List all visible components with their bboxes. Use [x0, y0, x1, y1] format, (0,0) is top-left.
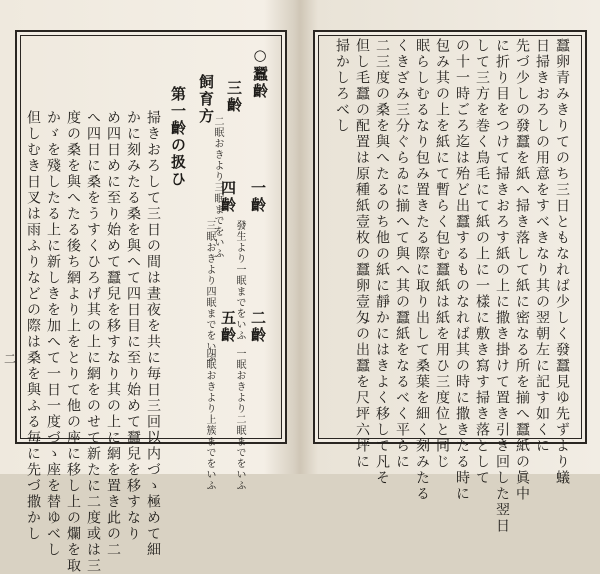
body-line: 二三度の桑を與へたるのち他の紙に靜かにはきよく移して凡そ [374, 38, 390, 486]
body-line: へ四日に桑をうすくひろげ其の上に網をのせて新たに二度或は三 [85, 110, 101, 574]
body-line: 日掃きおろしの用意をすべきなり其の翌朝左に記す如くに [534, 38, 550, 454]
right-page [303, 0, 600, 534]
section-heading: ○蠶齡 [251, 46, 269, 100]
age-note: 二眠おきより三眠までをいふ [212, 116, 223, 259]
body-line: 但し毛蠶の配置は原種紙壹枚の蠶卵壹匁の出蠶を尺坪六坪に [354, 38, 370, 470]
body-line: 度の桑を與へたる後ち網より上をとりて他の座に移し上の爛を取 [65, 110, 81, 574]
age-name: 三齡 [225, 80, 243, 114]
body-line: の十一時ごろ迄は殆ど出蠶するものなれば其の時に撒きたる時に [454, 38, 470, 502]
body-line: 掃きおろして三日の間は晝夜を共に毎日三回以内づゝ極めて細 [145, 110, 161, 558]
age-name: 一齡 [249, 180, 267, 214]
age-note: 三眠おきより四眠までをいふ [204, 220, 215, 363]
age-note: 四眠おきより上簇までをいふ [204, 348, 215, 491]
body-line: め四日めに至り始めて蠶兒を移すなり其の上に網を置き此の二 [105, 110, 121, 558]
body-line: に折り目をつけて掃きおろす紙の上に撒き掛けて置き引き回した翌日 [494, 38, 510, 534]
body-line: して三方を巻く鳥毛にて紙の上に一樣に敷き寫す掃き落として [474, 38, 490, 486]
left-page [0, 0, 297, 574]
body-line: 先づ少しの發蠶を紙へ掃き落して紙に密なる所を揃へ蠶紙の眞中 [514, 38, 530, 502]
body-line: 蠶卵青みきりてのち三日ともなれば少しく發蠶見ゆ先ずより蟻 [554, 38, 570, 486]
age-note: 發生より一眠までをいふ [234, 220, 245, 341]
body-line: 眠らしむるなり包み置きたる際に取り出して桑葉を細く刻みたる [414, 38, 430, 502]
page-number: 二 [4, 352, 17, 366]
body-line: 但しむき日叉は雨ふりなどの際は桑を與ふる毎に先づ撒かし [25, 110, 41, 542]
chapter-heading: 第一齡の扱ひ [169, 86, 187, 188]
body-line: くきざみ三分ぐらゐに揃へて與へ其の蠶紙をなるべく平らに [394, 38, 410, 470]
body-line: 包み其の上を紙にて暫らく包む蠶紙は紙を用ひ三度位と同じ [434, 38, 450, 470]
age-name: 二齡 [249, 310, 267, 344]
body-line: かに刻みたる桑を與へて四日目に至り始めて蠶兒を移すなり [125, 110, 141, 542]
sub-heading: 飼育方 [197, 74, 215, 125]
age-name: 四齡 [219, 180, 237, 214]
age-note: 一眠おきより二眠までをいふ [234, 348, 245, 491]
age-name: 五齡 [219, 310, 237, 344]
body-line: 掃かしろべし [334, 38, 350, 134]
body-line: かゞを殘したる上に新しきを加へて一日一度づゝ座を替ゆべし [45, 110, 61, 558]
